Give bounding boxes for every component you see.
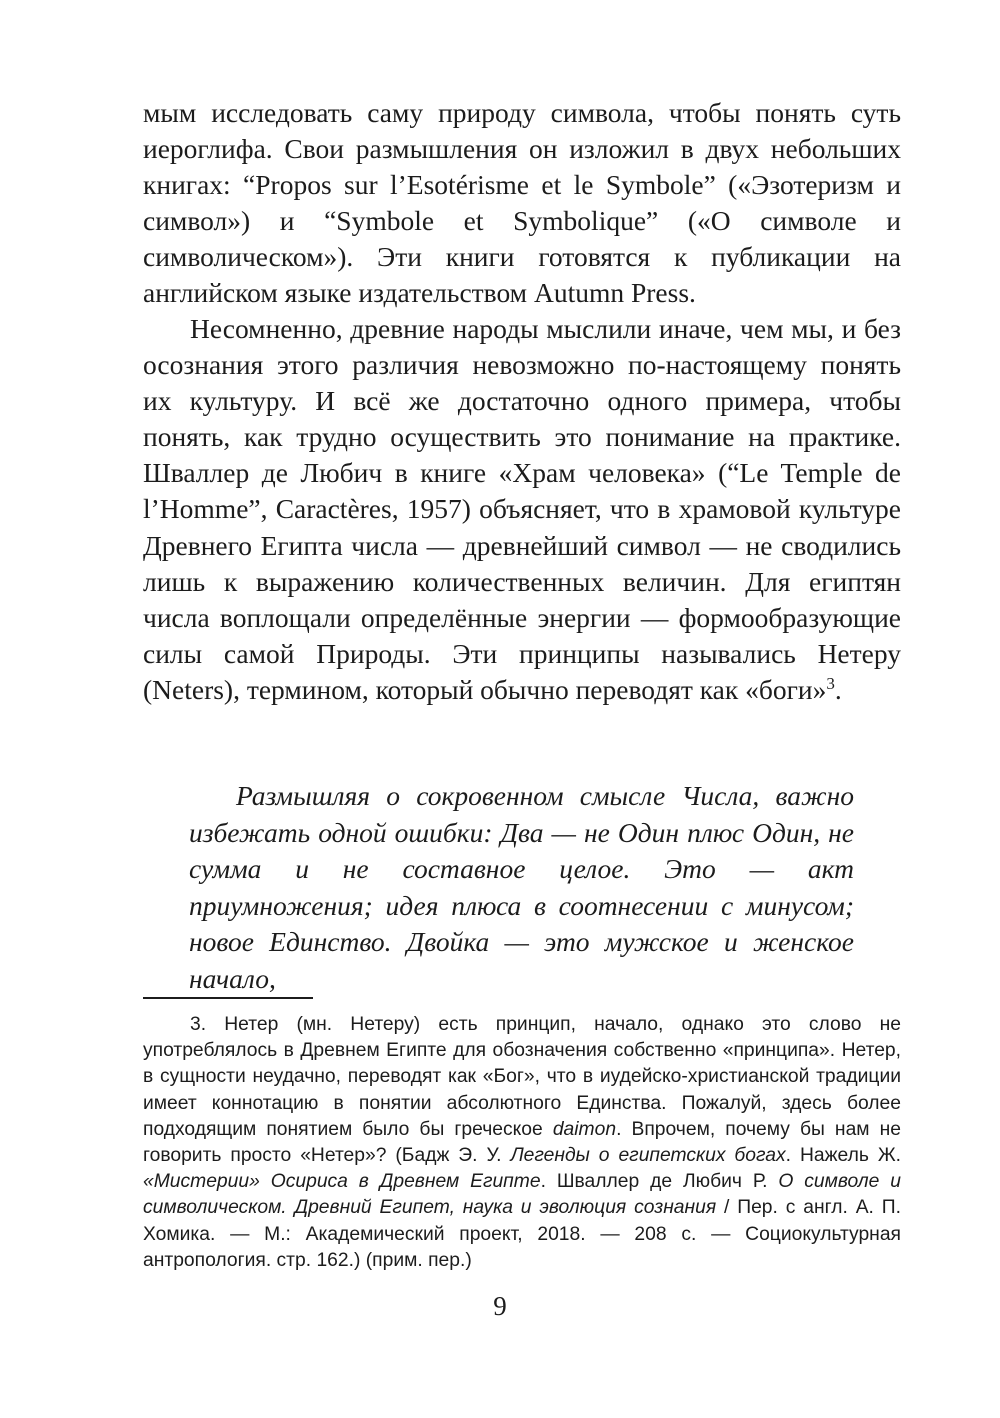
paragraph-1 [143, 95, 901, 312]
block-quote [189, 778, 854, 998]
footnote-text-1: Нетер (мн. Нетеру) есть принцип, начало, однако это слово не употреблялось в Древнем Египте для обозначения собственно «принципа». Нетер, в сущности неудачно, переводят как «Бог», что в иудейско-христианской традиции имеет коннотацию в понятии абсолютного Единства. Пожалуй, здесь более подходящим понятием было бы греческое [143, 1014, 901, 1140]
footnote [143, 1012, 901, 1274]
paragraph-2-tail: . [834, 673, 842, 705]
footnote-italic-title-1: Легенды о египетских богах [510, 1145, 786, 1167]
footnote-separator [143, 997, 313, 999]
footnote-text-3: . Нажель Ж. [785, 1145, 902, 1167]
block-quote-text: Размышляя о сокровенном смысле Числа, важно избежать одной ошибки: Два — не Один плюс Один, не сумма и не составное целое. Это — акт приумножения; идея плюса в соотнесении с минусом; новое Единство. Двойка — это мужское и женское начало, [189, 780, 854, 994]
paragraph-2-text: Несомненно, древние народы мыслили иначе, чем мы, и без осознания этого различия невозможно по-настоящему понять их культуру. И всё же достаточно одного примера, чтобы понять, как трудно осуществить это понимание на практике. Шваллер де Любич в книге «Храм человека» (“Le Temple de l’Homme”, Caractères, 1957) объясняет, что в храмовой культуре Древнего Египта числа — древнейший символ — не сводились лишь к выражению количественных величин. Для египтян числа воплощали определённые энергии — формообразующие силы самой Природы. Эти принципы назывались Нетеру (Neters), термином, который обычно переводят как «боги» [143, 313, 901, 705]
paragraph-1-text: мым исследовать саму природу символа, чтобы понять суть иероглифа. Свои размышления он изложил в двух небольших книгах: “Propos sur l’Esotérisme et le Symbole” («Эзотеризм и символ») и “Symbole et Symbolique” («О символе и символическом»). Эти книги готовятся к публикации на английском языке издательством Autumn Press. [143, 97, 901, 309]
paragraph-2 [143, 311, 901, 708]
footnote-text-4: . Шваллер де Любич Р. [540, 1171, 779, 1193]
footnote-italic-daimon: daimon [552, 1118, 617, 1140]
footnote-number: 3. [190, 1014, 207, 1035]
footnote-text-5: / Пер. с англ. А. П. Хомика. — М.: Академический проект, 2018. — 208 с. — Социокультурная антропология. стр. 162.) (прим. пер.) [143, 1197, 901, 1271]
footnote-italic-title-2: «Мистерии» Осириса в Древнем Египте [143, 1171, 541, 1193]
footnote-text-2: . Впрочем, почему бы нам не говорить просто «Нетер»? (Бадж Э. У. [143, 1118, 901, 1167]
footnote-italic-title-3: О символе и символическом. Древний Египет, наука и эволюция сознания [143, 1171, 902, 1219]
page-number: 9 [493, 1291, 507, 1321]
footnote-reference[interactable]: 3 [826, 673, 835, 693]
